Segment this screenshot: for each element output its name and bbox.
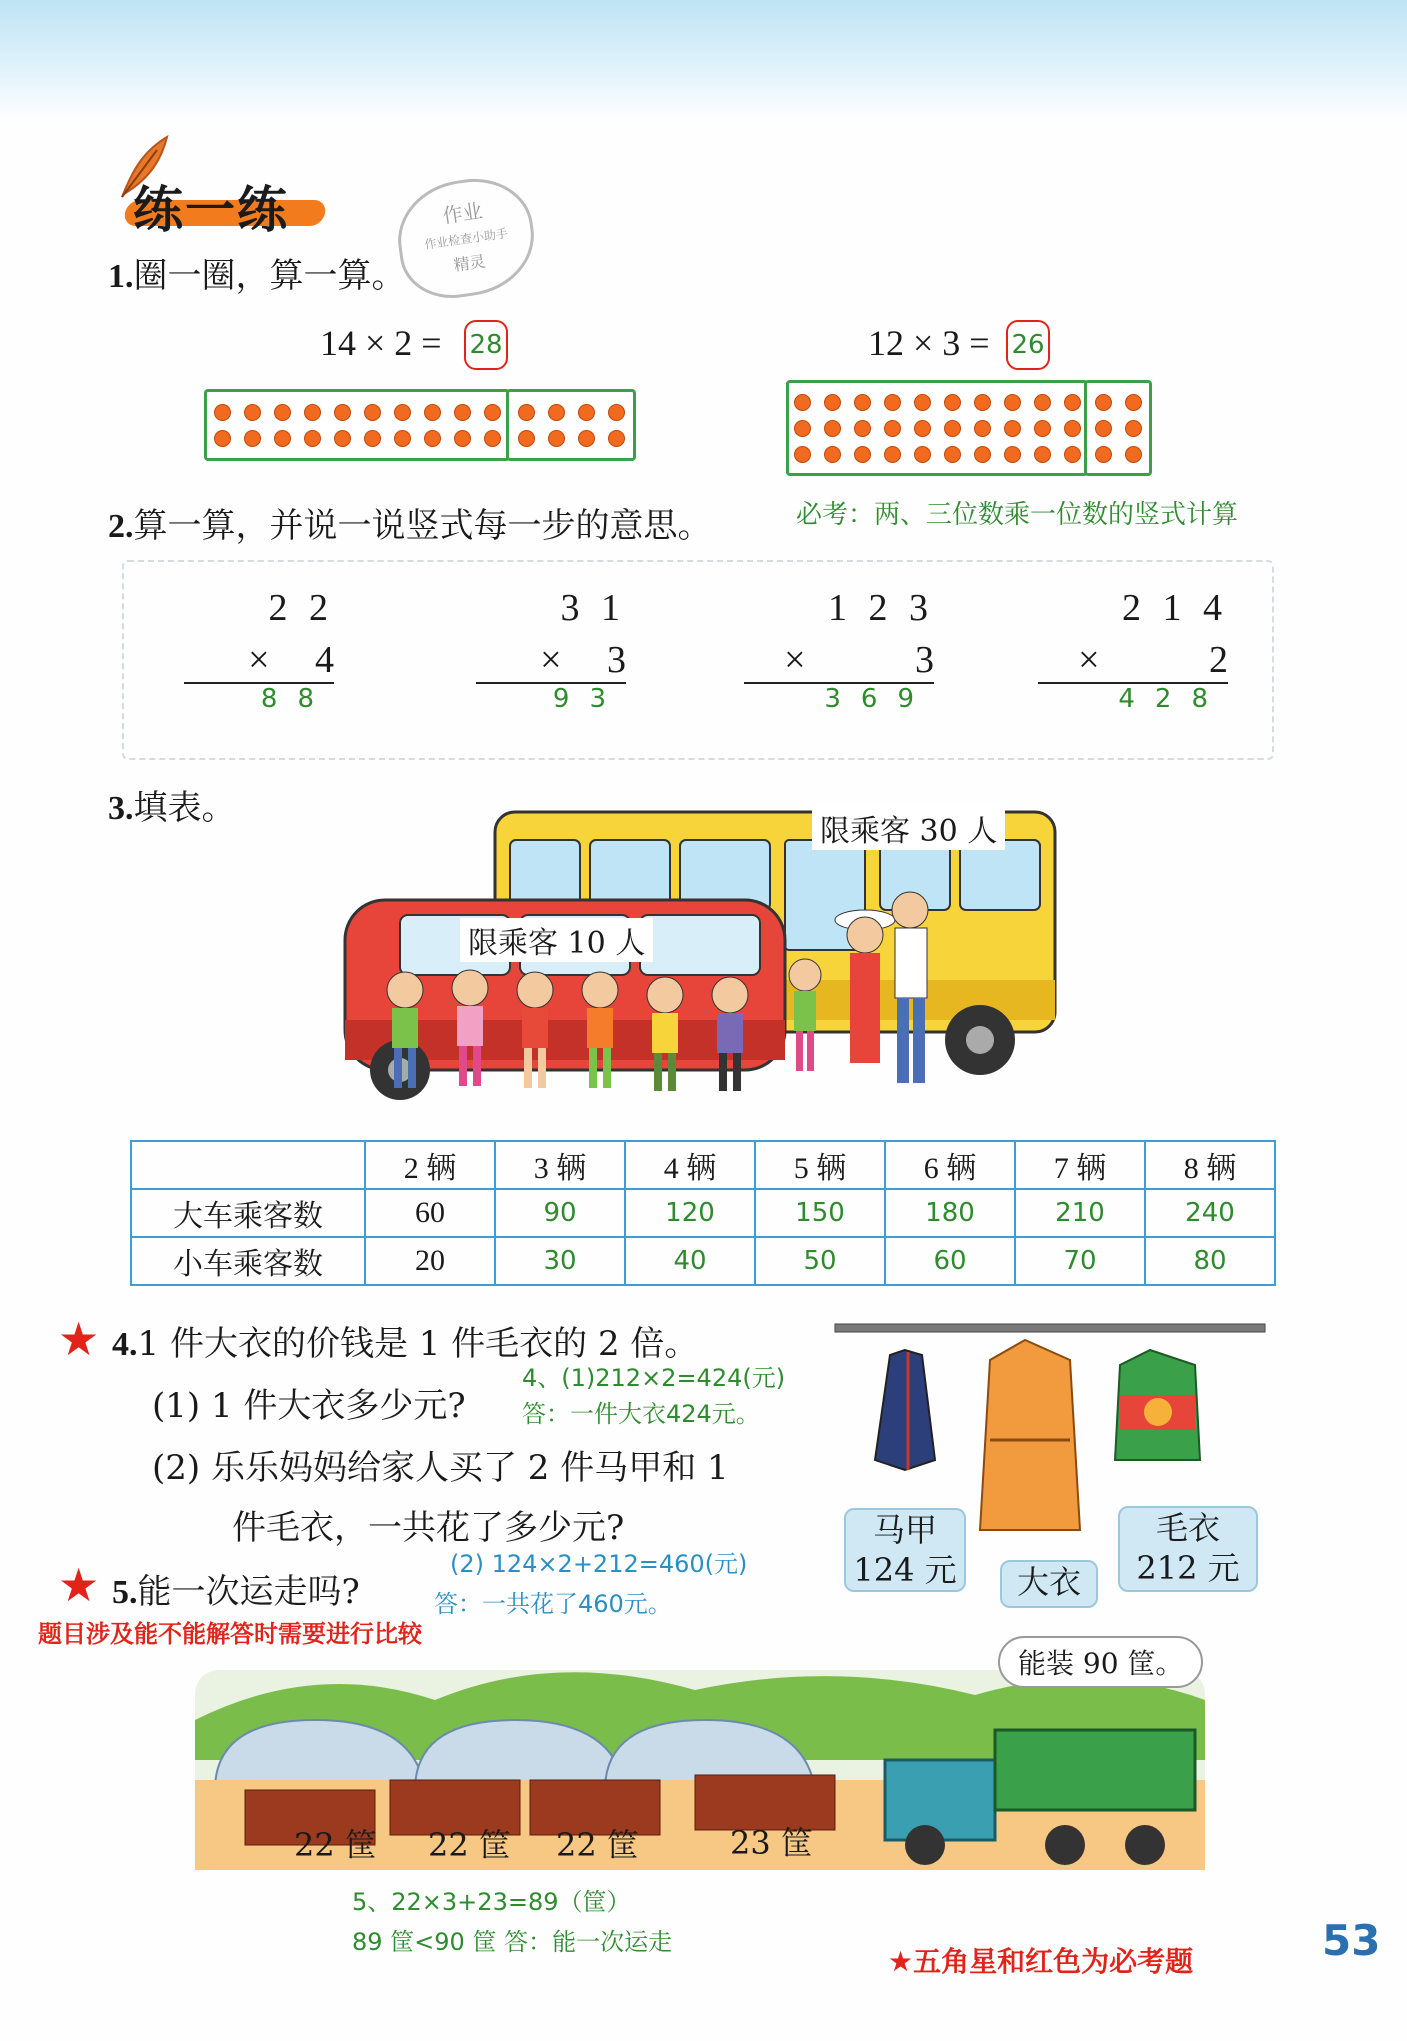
big-bus-capacity-label: 限乘客 30 人 — [812, 806, 1005, 850]
sweater-price-tag: 毛衣 212 元 — [1118, 1506, 1258, 1592]
orange-dot — [304, 430, 321, 447]
orange-dot — [794, 446, 811, 463]
table-header-cell: 7 辆 — [1015, 1141, 1145, 1189]
q1-right-answer: 26 — [1006, 320, 1050, 370]
orange-dot — [274, 404, 291, 421]
q4-answer-1-line1: 4、(1)212×2=424(元) — [522, 1364, 786, 1392]
small-bus-capacity-label: 限乘客 10 人 — [460, 918, 653, 962]
orange-dot — [854, 446, 871, 463]
table-cell: 60 — [365, 1189, 495, 1237]
table-header-cell: 2 辆 — [365, 1141, 495, 1189]
table-cell-answer: 40 — [625, 1237, 755, 1285]
q4-answer-1-line2: 答：一件大衣424元。 — [522, 1400, 760, 1428]
q4-sub-question-2: (2) 乐乐妈妈给家人买了 2 件马甲和 1 — [152, 1448, 729, 1488]
q5-answer-line2: 89 筐<90 筐 答：能一次运走 — [352, 1928, 673, 1956]
orange-dot — [1064, 446, 1081, 463]
q4-sub-question-1: (1) 1 件大衣多少元? — [152, 1386, 466, 1426]
homework-stamp: 作业 作业检查小助手 精灵 — [391, 171, 542, 305]
table-cell-answer: 120 — [625, 1189, 755, 1237]
truck-capacity-bubble: 能装 90 筐。 — [998, 1636, 1203, 1688]
required-star-icon: ★ — [58, 1558, 100, 1612]
required-star-icon: ★ — [58, 1312, 100, 1366]
orange-dot — [454, 404, 471, 421]
orange-dot — [794, 394, 811, 411]
q5-exam-note: 题目涉及能不能解答时需要进行比较 — [38, 1620, 422, 1648]
q1-left-answer: 28 — [464, 320, 508, 370]
pile-label: 22 筐 — [556, 1826, 639, 1864]
orange-dot — [518, 404, 535, 421]
orange-dot — [548, 404, 565, 421]
table-cell-answer: 80 — [1145, 1237, 1275, 1285]
table-header-cell: 3 辆 — [495, 1141, 625, 1189]
q5-answer-line1: 5、22×3+23=89（筐） — [352, 1888, 631, 1916]
dot-group-right-a — [786, 380, 1088, 476]
coat-name-tag: 大衣 — [1000, 1560, 1098, 1608]
vertical-problem-1: 2 2 × 4 88 — [184, 586, 334, 714]
orange-dot — [884, 394, 901, 411]
table-row — [131, 1189, 1275, 1237]
q1-left-expression: 14 × 2 = — [320, 323, 442, 363]
vertical-problem-2: 3 1 × 3 93 — [476, 586, 626, 714]
question-1: 1.圈一圈，算一算。 — [108, 256, 406, 296]
orange-dot — [454, 430, 471, 447]
q4-answer-2-line1: (2) 124×2+212=460(元) — [450, 1550, 748, 1578]
pile-label: 23 筐 — [730, 1824, 813, 1862]
row-label: 小车乘客数 — [131, 1237, 365, 1285]
orange-dot — [244, 404, 261, 421]
vertical-problem-4: 2 1 4 × 2 428 — [1038, 586, 1228, 714]
orange-dot — [1034, 420, 1051, 437]
orange-dot — [1034, 394, 1051, 411]
q4-sub-question-2-cont: 件毛衣，一共花了多少元? — [232, 1508, 625, 1548]
table-cell-answer: 210 — [1015, 1189, 1145, 1237]
table-header-cell: 8 辆 — [1145, 1141, 1275, 1189]
orange-dot — [824, 446, 841, 463]
orange-dot — [334, 430, 351, 447]
orange-dot — [214, 430, 231, 447]
orange-dot — [974, 420, 991, 437]
table-cell-answer: 70 — [1015, 1237, 1145, 1285]
orange-dot — [394, 404, 411, 421]
orange-dot — [1004, 420, 1021, 437]
table-cell: 20 — [365, 1237, 495, 1285]
q1-right-expression: 12 × 3 = — [868, 323, 990, 363]
orange-dot — [1064, 394, 1081, 411]
sky-header-decoration — [0, 0, 1407, 120]
orange-dot — [854, 394, 871, 411]
orange-dot — [1125, 420, 1142, 437]
orange-dot — [824, 420, 841, 437]
orange-dot — [854, 420, 871, 437]
orange-dot — [974, 394, 991, 411]
table-cell-answer: 240 — [1145, 1189, 1275, 1237]
orange-dot — [364, 430, 381, 447]
orange-dot — [884, 446, 901, 463]
pile-label: 22 筐 — [428, 1826, 511, 1864]
orange-dot — [1004, 394, 1021, 411]
orange-dot — [944, 446, 961, 463]
table-header-row — [131, 1141, 1275, 1189]
question-5: 5.能一次运走吗? — [112, 1572, 360, 1612]
orange-dot — [578, 430, 595, 447]
orange-dot — [578, 404, 595, 421]
orange-dot — [1125, 446, 1142, 463]
table-row — [131, 1237, 1275, 1285]
table-cell-answer: 180 — [885, 1189, 1015, 1237]
table-cell-answer: 50 — [755, 1237, 885, 1285]
orange-dot — [824, 394, 841, 411]
table-header-cell — [131, 1141, 365, 1189]
orange-dot — [1034, 446, 1051, 463]
table-header-cell: 6 辆 — [885, 1141, 1015, 1189]
dot-group-left-b — [506, 389, 636, 461]
orange-dot — [944, 394, 961, 411]
orange-dot — [484, 430, 501, 447]
orange-dot — [424, 430, 441, 447]
orange-dot — [974, 446, 991, 463]
orange-dot — [244, 430, 261, 447]
orange-dot — [884, 420, 901, 437]
question-4: 4.1 件大衣的价钱是 1 件毛衣的 2 倍。 — [112, 1324, 699, 1364]
orange-dot — [518, 430, 535, 447]
orange-dot — [484, 404, 501, 421]
orange-dot — [914, 420, 931, 437]
footer-legend-note: ★五角星和红色为必考题 — [888, 1945, 1194, 1978]
orange-dot — [914, 446, 931, 463]
row-label: 大车乘客数 — [131, 1189, 365, 1237]
pile-label: 22 筐 — [294, 1826, 377, 1864]
orange-dot — [334, 404, 351, 421]
table-cell-answer: 30 — [495, 1237, 625, 1285]
table-cell-answer: 60 — [885, 1237, 1015, 1285]
orange-dot — [1095, 394, 1112, 411]
orange-dot — [214, 404, 231, 421]
table-header-cell: 4 辆 — [625, 1141, 755, 1189]
orange-dot — [1095, 446, 1112, 463]
orange-dot — [548, 430, 565, 447]
vertical-problem-3: 1 2 3 × 3 369 — [744, 586, 934, 714]
orange-dot — [304, 404, 321, 421]
orange-dot — [944, 420, 961, 437]
orange-dot — [1095, 420, 1112, 437]
section-title: 练一练 — [105, 160, 345, 240]
orange-dot — [1125, 394, 1142, 411]
table-cell-answer: 90 — [495, 1189, 625, 1237]
q2-exam-note: 必考：两、三位数乘一位数的竖式计算 — [796, 500, 1239, 530]
orange-dot — [394, 430, 411, 447]
orange-dot — [424, 404, 441, 421]
question-3: 3.填表。 — [108, 788, 236, 828]
page-number: 53 — [1322, 1916, 1381, 1965]
orange-dot — [364, 404, 381, 421]
dot-group-left-a — [204, 389, 510, 461]
q4-answer-2-line2: 答：一共花了460元。 — [434, 1590, 672, 1618]
orange-dot — [608, 430, 625, 447]
dot-group-right-b — [1084, 380, 1152, 476]
orange-dot — [1064, 420, 1081, 437]
question-2: 2.算一算，并说一说竖式每一步的意思。 — [108, 506, 712, 546]
orange-dot — [274, 430, 291, 447]
orange-dot — [608, 404, 625, 421]
table-cell-answer: 150 — [755, 1189, 885, 1237]
orange-dot — [914, 394, 931, 411]
orange-dot — [794, 420, 811, 437]
vest-price-tag: 马甲 124 元 — [844, 1508, 966, 1592]
orange-dot — [1004, 446, 1021, 463]
passenger-table — [130, 1140, 1276, 1286]
table-header-cell: 5 辆 — [755, 1141, 885, 1189]
